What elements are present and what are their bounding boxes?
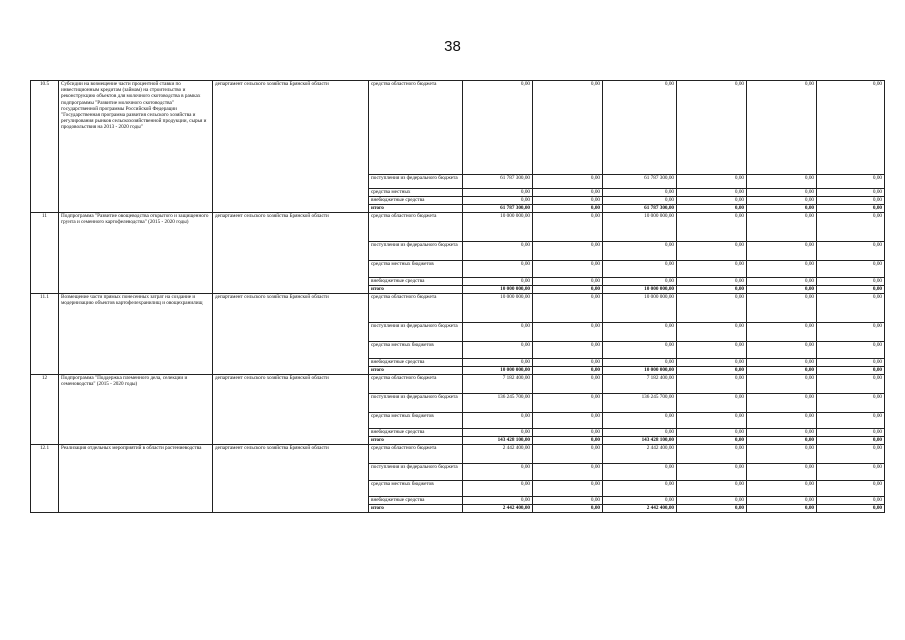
- amount-cell: 0,00: [533, 261, 603, 278]
- amount-cell: 0,00: [817, 413, 885, 429]
- executor: департамент сельского хозяйства Брянской области: [213, 375, 369, 445]
- amount-cell: 0,00: [533, 367, 603, 375]
- amount-cell: 0,00: [747, 242, 817, 261]
- amount-cell: 0,00: [677, 367, 747, 375]
- amount-cell: 0,00: [817, 81, 885, 175]
- amount-cell: 0,00: [533, 278, 603, 286]
- measure-name: Подпрограмма "Развитие овощеводства открытого и защищенного грунта и семенного картофелеводства" (2015 - 2020 годы): [59, 213, 213, 294]
- amount-cell: 0,00: [603, 323, 677, 342]
- funding-source: средства местных бюджетов: [369, 413, 463, 429]
- amount-cell: 0,00: [463, 481, 533, 497]
- executor: департамент сельского хозяйства Брянской области: [213, 445, 369, 513]
- amount-cell: 0,00: [747, 197, 817, 205]
- amount-cell: 0,00: [533, 213, 603, 242]
- amount-cell: 10 000 000,00: [603, 213, 677, 242]
- amount-cell: 143 428 100,00: [603, 437, 677, 445]
- amount-cell: 0,00: [677, 213, 747, 242]
- amount-cell: 0,00: [603, 189, 677, 197]
- amount-cell: 0,00: [463, 342, 533, 359]
- table-row: [31, 213, 885, 242]
- amount-cell: 0,00: [533, 375, 603, 394]
- amount-cell: 61 787 300,00: [463, 175, 533, 189]
- amount-cell: 0,00: [603, 197, 677, 205]
- amount-cell: 0,00: [603, 342, 677, 359]
- amount-cell: 0,00: [747, 323, 817, 342]
- amount-cell: 0,00: [603, 464, 677, 481]
- amount-cell: 2 442 400,00: [603, 505, 677, 513]
- amount-cell: 0,00: [817, 242, 885, 261]
- amount-cell: 0,00: [463, 497, 533, 505]
- amount-cell: 0,00: [747, 367, 817, 375]
- amount-cell: 136 245 700,00: [463, 394, 533, 413]
- amount-cell: 0,00: [533, 481, 603, 497]
- funding-source: внебюджетные средства: [369, 429, 463, 437]
- amount-cell: 0,00: [817, 175, 885, 189]
- amount-cell: 10 000 000,00: [603, 286, 677, 294]
- amount-cell: 61 787 300,00: [603, 205, 677, 213]
- amount-cell: 0,00: [677, 481, 747, 497]
- budget-table: [30, 80, 885, 513]
- amount-cell: 0,00: [747, 464, 817, 481]
- amount-cell: 10 000 000,00: [463, 294, 533, 323]
- amount-cell: 0,00: [747, 413, 817, 429]
- funding-source: средства областного бюджета: [369, 294, 463, 323]
- amount-cell: 0,00: [533, 81, 603, 175]
- table-row: [31, 294, 885, 323]
- row-number: 10.5: [31, 81, 59, 213]
- table-row: [31, 81, 885, 175]
- measure-name: Реализация отдельных мероприятий в области растениеводства: [59, 445, 213, 513]
- amount-cell: 0,00: [747, 445, 817, 464]
- amount-cell: 0,00: [677, 205, 747, 213]
- row-number: 11.1: [31, 294, 59, 375]
- amount-cell: 0,00: [677, 81, 747, 175]
- amount-cell: 2 442 400,00: [463, 505, 533, 513]
- amount-cell: 0,00: [747, 278, 817, 286]
- amount-cell: 0,00: [463, 429, 533, 437]
- amount-cell: 0,00: [747, 261, 817, 278]
- amount-cell: 0,00: [677, 175, 747, 189]
- amount-cell: 0,00: [603, 242, 677, 261]
- funding-source: итого: [369, 505, 463, 513]
- funding-source: поступления из федерального бюджета: [369, 464, 463, 481]
- amount-cell: 0,00: [817, 429, 885, 437]
- amount-cell: 0,00: [463, 413, 533, 429]
- row-number: 11: [31, 213, 59, 294]
- amount-cell: 0,00: [817, 497, 885, 505]
- amount-cell: 0,00: [817, 367, 885, 375]
- amount-cell: 0,00: [603, 278, 677, 286]
- amount-cell: 0,00: [533, 437, 603, 445]
- amount-cell: 0,00: [817, 505, 885, 513]
- amount-cell: 0,00: [747, 497, 817, 505]
- amount-cell: 0,00: [677, 437, 747, 445]
- amount-cell: 7 182 400,00: [603, 375, 677, 394]
- amount-cell: 0,00: [677, 394, 747, 413]
- amount-cell: 0,00: [677, 261, 747, 278]
- funding-source: поступления из федерального бюджета: [369, 323, 463, 342]
- amount-cell: 0,00: [533, 294, 603, 323]
- amount-cell: 0,00: [463, 189, 533, 197]
- amount-cell: 0,00: [603, 429, 677, 437]
- amount-cell: 10 000 000,00: [603, 367, 677, 375]
- amount-cell: 0,00: [533, 286, 603, 294]
- amount-cell: 0,00: [817, 286, 885, 294]
- amount-cell: 0,00: [677, 429, 747, 437]
- funding-source: итого: [369, 205, 463, 213]
- amount-cell: 0,00: [677, 286, 747, 294]
- amount-cell: 10 000 000,00: [463, 286, 533, 294]
- amount-cell: 0,00: [817, 205, 885, 213]
- table-row: [31, 445, 885, 464]
- amount-cell: 0,00: [817, 375, 885, 394]
- row-number: 12: [31, 375, 59, 445]
- amount-cell: 0,00: [677, 413, 747, 429]
- executor: департамент сельского хозяйства Брянской области: [213, 213, 369, 294]
- amount-cell: 0,00: [463, 261, 533, 278]
- funding-source: средства местных бюджетов: [369, 481, 463, 497]
- amount-cell: 0,00: [463, 464, 533, 481]
- funding-source: средства местных бюджетов: [369, 342, 463, 359]
- amount-cell: 10 000 000,00: [463, 213, 533, 242]
- funding-source: средства областного бюджета: [369, 81, 463, 175]
- amount-cell: 2 442 400,00: [603, 445, 677, 464]
- funding-source: итого: [369, 437, 463, 445]
- amount-cell: 0,00: [533, 242, 603, 261]
- executor: департамент сельского хозяйства Брянской области: [213, 294, 369, 375]
- amount-cell: 0,00: [533, 342, 603, 359]
- amount-cell: 0,00: [817, 359, 885, 367]
- amount-cell: 0,00: [747, 505, 817, 513]
- amount-cell: 0,00: [533, 175, 603, 189]
- amount-cell: 0,00: [747, 81, 817, 175]
- amount-cell: 0,00: [463, 359, 533, 367]
- amount-cell: 0,00: [677, 189, 747, 197]
- amount-cell: 10 000 000,00: [603, 294, 677, 323]
- page-number: 38: [444, 38, 461, 55]
- amount-cell: 0,00: [817, 261, 885, 278]
- amount-cell: 7 182 400,00: [463, 375, 533, 394]
- amount-cell: 0,00: [533, 505, 603, 513]
- amount-cell: 0,00: [747, 175, 817, 189]
- amount-cell: 0,00: [677, 359, 747, 367]
- amount-cell: 0,00: [747, 375, 817, 394]
- amount-cell: 61 787 300,00: [463, 205, 533, 213]
- funding-source: внебюджетные средства: [369, 197, 463, 205]
- funding-source: итого: [369, 367, 463, 375]
- amount-cell: 0,00: [533, 197, 603, 205]
- amount-cell: 0,00: [463, 323, 533, 342]
- amount-cell: 143 428 100,00: [463, 437, 533, 445]
- funding-source: средства местных бюджетов: [369, 261, 463, 278]
- amount-cell: 0,00: [677, 294, 747, 323]
- amount-cell: 0,00: [747, 213, 817, 242]
- funding-source: внебюджетные средства: [369, 278, 463, 286]
- measure-name: Подпрограмма "Поддержка племенного дела, селекции и семеноводства" (2015 - 2020 годы): [59, 375, 213, 445]
- amount-cell: 2 442 400,00: [463, 445, 533, 464]
- amount-cell: 0,00: [747, 429, 817, 437]
- amount-cell: 0,00: [677, 464, 747, 481]
- funding-source: поступления из федерального бюджета: [369, 394, 463, 413]
- funding-source: итого: [369, 286, 463, 294]
- amount-cell: 136 245 700,00: [603, 394, 677, 413]
- row-number: 12.1: [31, 445, 59, 513]
- table-row: [31, 375, 885, 394]
- amount-cell: 0,00: [677, 278, 747, 286]
- funding-source: средства местных: [369, 189, 463, 197]
- amount-cell: 0,00: [817, 278, 885, 286]
- amount-cell: 0,00: [463, 242, 533, 261]
- amount-cell: 0,00: [747, 189, 817, 197]
- amount-cell: 0,00: [677, 505, 747, 513]
- amount-cell: 0,00: [747, 342, 817, 359]
- measure-name: Возмещение части прямых понесенных затрат на создание и модернизацию объектов картофелехранилищ и овощехранилищ: [59, 294, 213, 375]
- amount-cell: 0,00: [533, 205, 603, 213]
- funding-source: средства областного бюджета: [369, 375, 463, 394]
- amount-cell: 0,00: [747, 286, 817, 294]
- amount-cell: 0,00: [747, 205, 817, 213]
- amount-cell: 0,00: [677, 342, 747, 359]
- amount-cell: 0,00: [603, 359, 677, 367]
- amount-cell: 0,00: [533, 323, 603, 342]
- amount-cell: 0,00: [677, 445, 747, 464]
- amount-cell: 0,00: [677, 242, 747, 261]
- measure-name: Субсидии на возмещение части процентной ставки по инвестиционным кредитам (займам) на строительство и реконструкцию объектов для молочного скотоводства в рамках подпрограммы "Развитие молочного скотоводства" государственной программы Российской Федерации "Государственная программа развития сельского хозяйства и регулирования рынков сельскохозяйственной продукции, сырья и продовольствия на 2013 - 2020 годы": [59, 81, 213, 213]
- amount-cell: 0,00: [747, 481, 817, 497]
- amount-cell: 0,00: [677, 497, 747, 505]
- amount-cell: 0,00: [747, 437, 817, 445]
- amount-cell: 0,00: [817, 342, 885, 359]
- funding-source: средства областного бюджета: [369, 445, 463, 464]
- funding-source: поступления из федерального бюджета: [369, 175, 463, 189]
- amount-cell: 0,00: [603, 81, 677, 175]
- amount-cell: 0,00: [817, 213, 885, 242]
- amount-cell: 0,00: [817, 437, 885, 445]
- amount-cell: 0,00: [677, 375, 747, 394]
- amount-cell: 0,00: [463, 197, 533, 205]
- amount-cell: 0,00: [533, 359, 603, 367]
- amount-cell: 0,00: [533, 189, 603, 197]
- amount-cell: 10 000 000,00: [463, 367, 533, 375]
- amount-cell: 0,00: [817, 197, 885, 205]
- amount-cell: 0,00: [603, 481, 677, 497]
- amount-cell: 0,00: [747, 294, 817, 323]
- amount-cell: 0,00: [463, 81, 533, 175]
- funding-source: поступления из федерального бюджета: [369, 242, 463, 261]
- amount-cell: 0,00: [533, 497, 603, 505]
- amount-cell: 0,00: [677, 323, 747, 342]
- amount-cell: 0,00: [603, 261, 677, 278]
- amount-cell: 0,00: [817, 394, 885, 413]
- amount-cell: 0,00: [747, 394, 817, 413]
- amount-cell: 0,00: [603, 413, 677, 429]
- funding-source: средства областного бюджета: [369, 213, 463, 242]
- amount-cell: 0,00: [817, 464, 885, 481]
- amount-cell: 0,00: [817, 481, 885, 497]
- amount-cell: 0,00: [533, 394, 603, 413]
- amount-cell: 0,00: [603, 497, 677, 505]
- amount-cell: 0,00: [817, 445, 885, 464]
- amount-cell: 0,00: [817, 189, 885, 197]
- funding-source: внебюджетные средства: [369, 497, 463, 505]
- funding-source: внебюджетные средства: [369, 359, 463, 367]
- amount-cell: 0,00: [533, 445, 603, 464]
- amount-cell: 0,00: [817, 294, 885, 323]
- amount-cell: 0,00: [533, 413, 603, 429]
- amount-cell: 0,00: [463, 278, 533, 286]
- amount-cell: 61 787 300,00: [603, 175, 677, 189]
- amount-cell: 0,00: [817, 323, 885, 342]
- amount-cell: 0,00: [533, 429, 603, 437]
- executor: департамент сельского хозяйства Брянской области: [213, 81, 369, 213]
- amount-cell: 0,00: [747, 359, 817, 367]
- amount-cell: 0,00: [533, 464, 603, 481]
- amount-cell: 0,00: [677, 197, 747, 205]
- table-body: [31, 81, 885, 513]
